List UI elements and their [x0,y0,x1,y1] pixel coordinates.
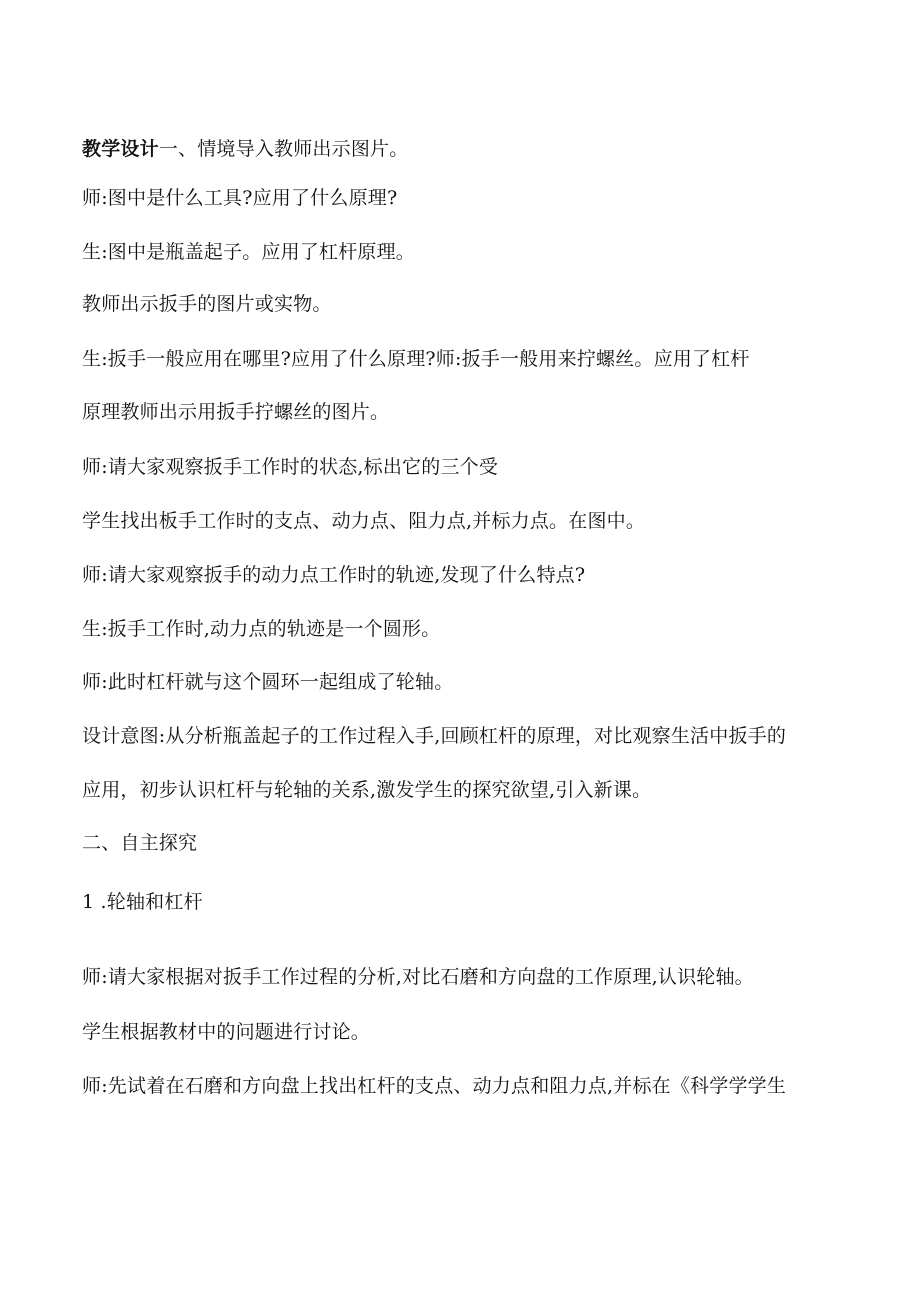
heading-bold: 教学设计 [82,138,159,160]
paragraph-line: 生:扳手工作时,动力点的轨迹是一个圆形。 [82,618,441,640]
paragraph-line: 师:此时杠杆就与这个圆环一起组成了轮轴。 [82,671,454,693]
paragraph-line: 应用，初步认识杠杆与轮轴的关系,激发学生的探究欲望,引入新课。 [82,779,652,801]
paragraph-line: 学生根据教材中的问题进行讨论。 [82,1021,371,1043]
paragraph-line: 教师出示扳手的图片或实物。 [82,293,332,315]
paragraph-line: 师:请大家根据对扳手工作过程的分析,对比石磨和方向盘的工作原理,认识轮轴。 [82,966,754,988]
paragraph-line: 设计意图:从分析瓶盖起子的工作过程入手,回顾杠杆的原理，对比观察生活中扳手的 [82,725,787,747]
paragraph-line: 生:图中是瓶盖起子。应用了杠杆原理。 [82,241,416,263]
paragraph-line: 师:请大家观察扳手的动力点工作时的轨迹,发现了什么特点? [82,564,586,586]
paragraph-line: 师:图中是什么工具?应用了什么原理? [82,187,398,209]
paragraph-line: 原理教师出示用扳手拧螺丝的图片。 [82,401,390,423]
section-heading: 二、自主探究 [82,832,198,854]
heading-rest: 一、情境导入教师出示图片。 [158,138,409,160]
paragraph-line: 生:扳手一般应用在哪里?应用了什么原理?师:扳手一般用来拧螺丝。应用了杠杆 [82,348,750,370]
heading-line [82,134,842,164]
paragraph-line: 学生找出板手工作时的支点、动力点、阻力点,并标力点。在图中。 [82,510,646,532]
subsection-heading: 1 .轮轴和杠杆 [82,891,203,913]
paragraph-line: 师:先试着在石磨和方向盘上找出杠杆的支点、动力点和阻力点,并标在《科学学学生 [82,1075,787,1097]
paragraph-line: 师:请大家观察扳手工作时的状态,标出它的三个受 [82,456,499,478]
